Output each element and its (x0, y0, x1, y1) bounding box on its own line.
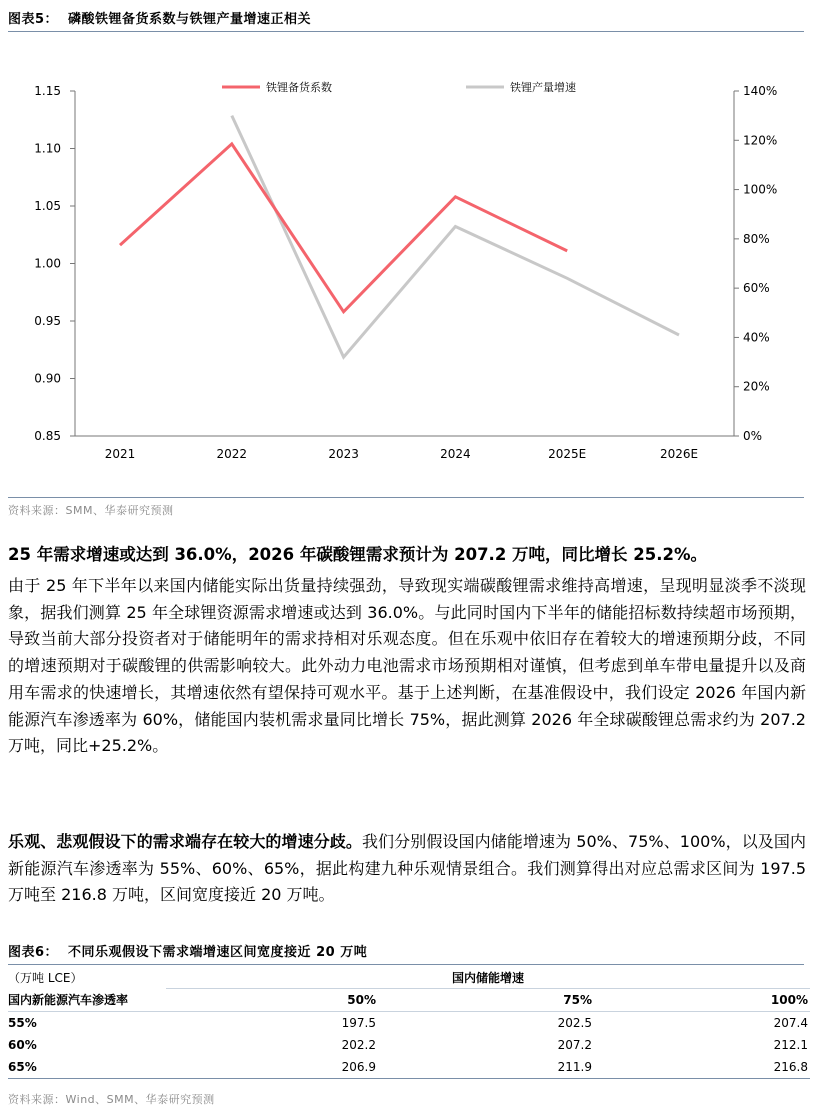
right-y-tick-label: 0% (743, 429, 763, 443)
figure6-source: 资料来源：Wind、SMM、华泰研究预测 (8, 1093, 215, 1106)
figure5-title-text: 磷酸铁锂备货系数与铁锂产量增速正相关 (68, 12, 312, 27)
table-column-header: 50% (166, 989, 378, 1012)
table-column-header: 75% (378, 989, 594, 1012)
left-y-tick-label: 0.95 (34, 314, 61, 328)
right-y-tick-label: 60% (743, 281, 770, 296)
table-cell: 197.5 (341, 1016, 376, 1030)
right-y-tick-label: 140% (743, 84, 778, 98)
right-y-tick-label: 100% (743, 182, 778, 197)
series-line-inventory-coefficient (120, 144, 567, 312)
scenario-table (8, 966, 810, 1079)
table-cell: 212.1 (773, 1038, 808, 1052)
legend-label: 铁锂备货系数 (266, 81, 332, 94)
table-row (8, 1034, 810, 1056)
paragraph-2-text: 我们分别假设国内储能增速为 50%、75%、100%，以及国内新能源汽车渗透率为 55%、60%、65%，据此构建九种乐观情景组合。我们测算得出对应总需求区间为 197.5 万吨至 216.8 万吨，区间宽度接近 20 万吨。 (8, 832, 806, 905)
figure5-number: 图表5： (8, 12, 59, 27)
table-row-header: 国内新能源汽车渗透率 (8, 989, 166, 1012)
left-y-tick-label: 1.00 (34, 256, 61, 271)
legend-label: 铁锂产量增速 (510, 81, 576, 94)
table-unit-label: （万吨 LCE） (8, 970, 83, 985)
right-y-tick-label: 40% (743, 330, 770, 345)
table-cell: 207.2 (557, 1038, 592, 1052)
figure6-title-text: 不同乐观假设下需求端增速区间宽度接近 20 万吨 (68, 945, 368, 960)
right-y-tick-label: 120% (743, 133, 778, 148)
table-cell: 216.8 (594, 1056, 810, 1079)
x-tick-label: 2025E (548, 447, 587, 461)
table-cell: 202.2 (341, 1038, 376, 1052)
table-row (8, 1012, 810, 1035)
paragraph-2-lead: 乐观、悲观假设下的需求端存在较大的增速分歧。 (8, 832, 362, 851)
left-y-tick-label: 0.85 (34, 429, 61, 443)
left-y-tick-label: 1.10 (34, 141, 61, 156)
left-y-tick-label: 1.15 (34, 84, 61, 98)
table-cell: 206.9 (166, 1056, 378, 1079)
figure5-title (8, 8, 804, 32)
body-paragraph-1: 由于 25 年下半年以来国内储能实际出货量持续强劲，导致现实端碳酸锂需求维持高增速，呈现明显淡季不淡现象，据我们测算 25 年全球锂资源需求增速或达到 36.0%。与此同时国内下半年的储能招标数持续超市场预期，导致当前大部分投资者对于储能明年的需求持相对乐观态度。但在乐观中依旧存在着较大的增速预期分歧，不同的增速预期对于碳酸锂的供需影响较大。此外动力电池需求市场预期相对谨慎，但考虑到单车带电量提升以及商用车需求的快速增长，其增速依然有望保持可观水平。基于上述判断，在基准假设中，我们设定 2026 年国内新能源汽车渗透率为 60%，储能国内装机需求量同比增长 75%，据此测算 2026 年全球碳酸锂总需求约为 207.2 万吨，同比+25.2%。 (8, 576, 806, 756)
left-y-tick-label: 1.05 (34, 199, 61, 213)
right-y-tick-label: 20% (743, 379, 770, 394)
x-tick-label: 2023 (328, 447, 359, 461)
table-cell: 207.4 (773, 1016, 808, 1030)
table-header-row-1 (8, 966, 810, 989)
x-tick-label: 2022 (216, 447, 248, 461)
table-cell: 211.9 (378, 1056, 594, 1079)
section-headline: 25 年需求增速或达到 36.0%，2026 年碳酸锂需求预计为 207.2 万吨，同比增长 25.2%。 (8, 545, 708, 564)
right-y-tick-label: 80% (743, 231, 770, 246)
table-row-label: 55% (8, 1016, 37, 1030)
x-tick-label: 2026E (659, 447, 699, 461)
figure6-number: 图表6： (8, 945, 59, 960)
table-column-header: 100% (594, 989, 810, 1012)
x-tick-label: 2021 (104, 447, 136, 461)
x-tick-label: 2024 (440, 447, 471, 461)
table-row-label: 60% (8, 1038, 37, 1052)
table-row-label: 65% (8, 1056, 166, 1079)
figure5-source: 资料来源：SMM、华泰研究预测 (8, 497, 804, 518)
dual-axis-line-chart (0, 40, 821, 480)
body-paragraph-2 (8, 829, 806, 909)
figure6-title (8, 941, 804, 965)
left-y-tick-label: 0.90 (34, 371, 61, 386)
series-line-output-growth (232, 116, 679, 358)
table-header-row-2 (8, 989, 810, 1012)
table-cell: 202.5 (557, 1016, 592, 1030)
table-row (8, 1056, 810, 1079)
table-column-group-header: 国内储能增速 (166, 966, 810, 989)
